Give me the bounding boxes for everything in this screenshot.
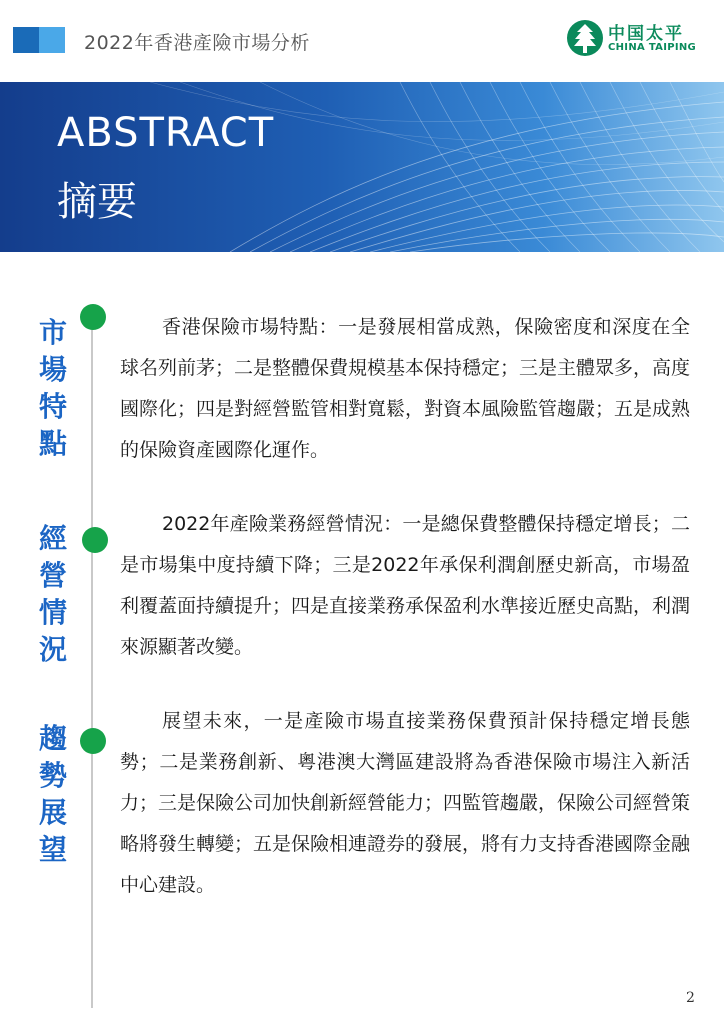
header-color-blocks bbox=[13, 27, 65, 53]
header-title: 2022年香港產險市場分析 bbox=[84, 32, 310, 54]
banner-title-chinese: 摘要 bbox=[57, 179, 137, 225]
timeline-line bbox=[91, 318, 93, 1008]
section-label-market-features: 市 場 特 點 bbox=[38, 316, 67, 460]
header-block-dark bbox=[13, 27, 39, 53]
abstract-banner bbox=[0, 82, 724, 252]
page-number: 2 bbox=[686, 990, 695, 1006]
timeline-dot bbox=[80, 304, 106, 330]
china-taiping-logo bbox=[566, 18, 706, 62]
section-text-operations: 2022年產險業務經營情況：一是總保費整體保持穩定增長；二是市場集中度持續下降；三是2022年承保利潤創歷史新高，市場盈利覆蓋面持續提升；四是直接業務承保盈利水準接近歷史高點，利潤來源顯著改變。 bbox=[120, 513, 691, 658]
timeline-dot bbox=[82, 527, 108, 553]
section-text-outlook: 展望未來，一是產險市場直接業務保費預計保持穩定增長態勢；二是業務創新、粵港澳大灣區建設將為香港保險市場注入新活力；三是保險公司加快創新經營能力；四監管趨嚴，保險公司經營策略將發生轉變；五是保險相連證券的發展，將有力支持香港國際金融中心建設。 bbox=[120, 710, 691, 896]
logo-english-text: CHINA TAIPING bbox=[608, 42, 697, 53]
page-header bbox=[0, 0, 724, 82]
timeline-dot bbox=[80, 728, 106, 754]
banner-title-english: ABSTRACT bbox=[57, 110, 275, 156]
logo-chinese-text: 中国太平 bbox=[608, 24, 684, 44]
section-label-outlook: 趨 勢 展 望 bbox=[38, 722, 67, 866]
section-label-operations: 經 營 情 況 bbox=[38, 522, 67, 666]
section-text-market-features: 香港保險市場特點：一是發展相當成熟，保險密度和深度在全球名列前茅；二是整體保費規模基本保持穩定；三是主體眾多，高度國際化；四是對經營監管相對寬鬆，對資本風險監管趨嚴；五是成熟的保險資產國際化運作。 bbox=[120, 316, 691, 461]
pine-tree-icon bbox=[566, 18, 604, 62]
header-block-light bbox=[39, 27, 65, 53]
